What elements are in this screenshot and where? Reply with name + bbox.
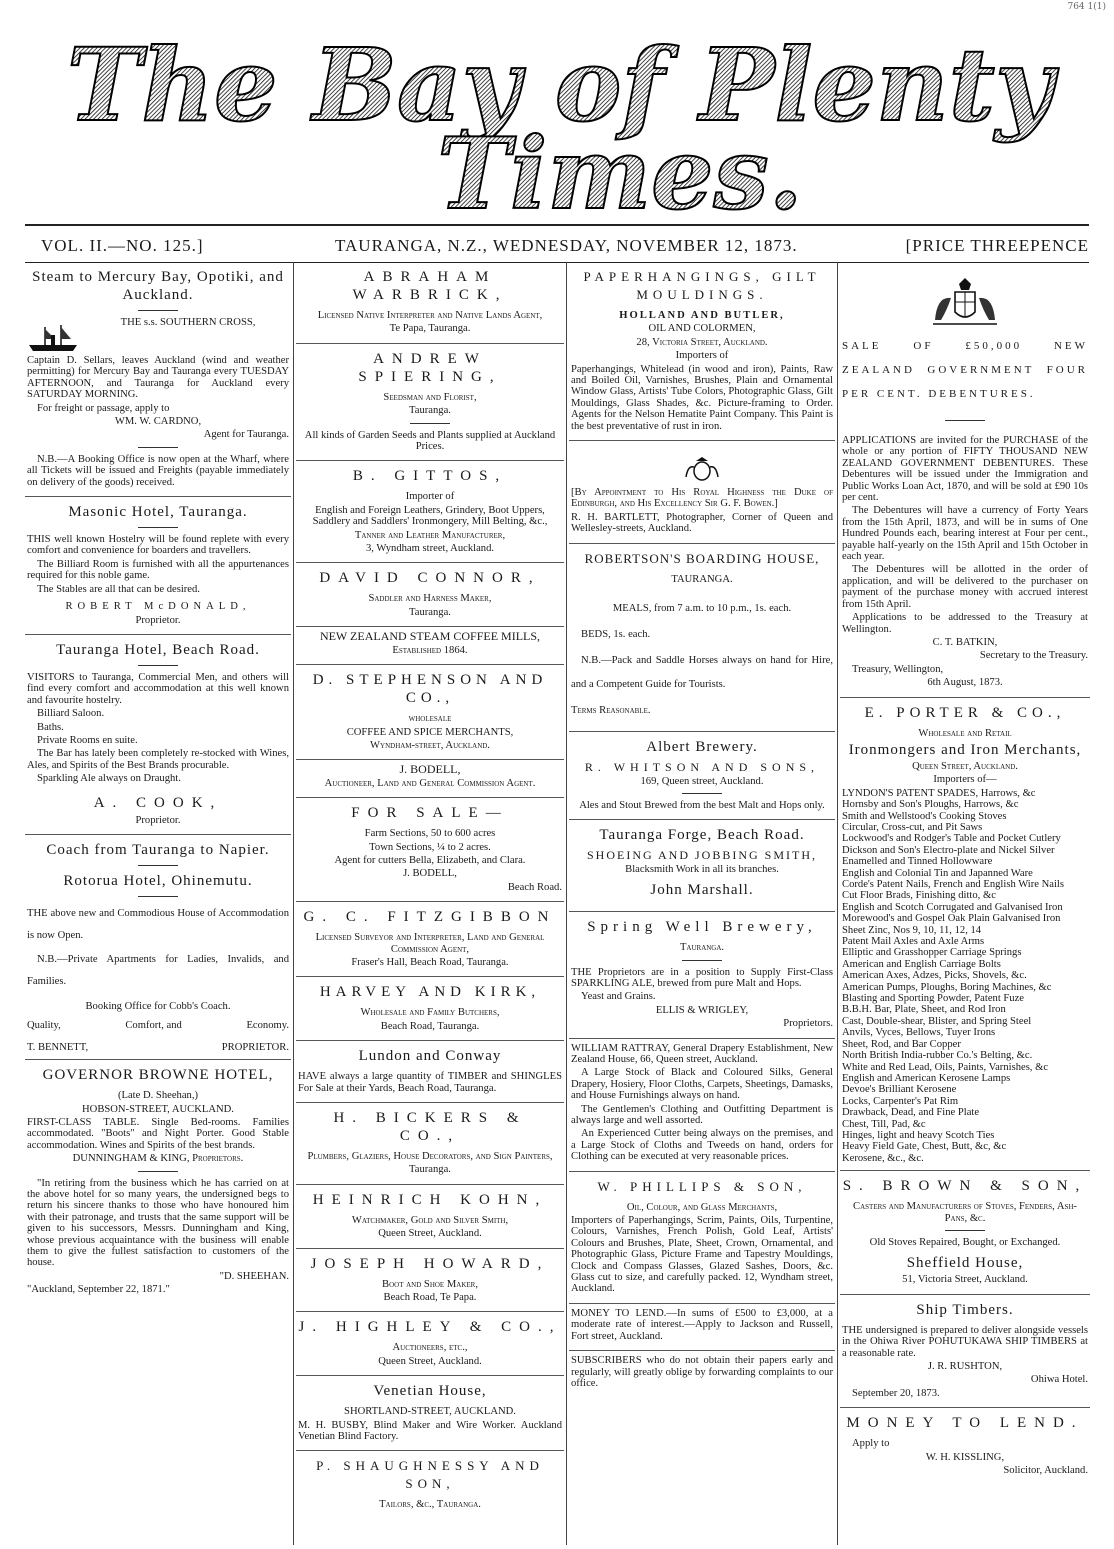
porter-item: English and Scotch Corrugated and Galvanised Iron xyxy=(842,901,1063,913)
column-1 xyxy=(25,262,291,1545)
ad-shaughnessy xyxy=(296,1451,564,1518)
ad-body: An Experienced Cutter being always on the premises, and a Large Stock of Cloths and Tweeds on hand, orders for Clothing can be executed at very reasonable prices. xyxy=(571,1128,833,1163)
porter-item: Corde's Patent Nails, French and English Wire Nails xyxy=(842,879,1064,890)
ad-for-sale xyxy=(296,798,564,902)
ad-coffee-mills xyxy=(296,627,564,665)
ad-line: Licensed Native Interpreter and Native Lands Agent, xyxy=(317,310,543,321)
ship-name: THE s.s. SOUTHERN CROSS, xyxy=(120,317,256,328)
proprietor-name: A. COOK, xyxy=(93,794,223,811)
ad-ship-timbers xyxy=(840,1295,1090,1408)
ad-warbrick xyxy=(296,262,564,344)
ad-body: R. H. BARTLETT, Photographer, Corner of Queen and Wellesley-streets, Auckland. xyxy=(571,511,833,535)
ad-line: MEALS, from 7 a.m. to 10 p.m., 1s. each. xyxy=(612,603,792,615)
ad-line: Plumbers, Glaziers, House Decorators, and Sign Painters, xyxy=(307,1151,553,1162)
ad-line: Tauranga. xyxy=(409,405,451,417)
porter-item: Sheet, Rod, and Bar Copper xyxy=(842,1038,961,1050)
ad-paperhangings xyxy=(569,262,835,441)
ad-line: Baths. xyxy=(37,721,64,733)
ad-subheading: Sheffield House, xyxy=(906,1255,1024,1272)
ad-heading: ABRAHAM WARBRICK, xyxy=(352,269,508,303)
ad-line: Tauranga. xyxy=(679,942,725,954)
ad-heading: GOVERNOR BROWNE HOTEL, xyxy=(42,1067,274,1084)
column-3 xyxy=(569,262,835,1545)
proprietor-name: ROBERT McDONALD, xyxy=(65,601,251,613)
ad-line: Saddler and Harness Maker, xyxy=(368,593,492,605)
ad-line: N.B.—Pack and Saddle Horses always on hand for Hire, and a Competent Guide for Tourists. xyxy=(571,655,833,691)
porter-item: Sheet Zinc, Nos 9, 10, 11, 12, 14 xyxy=(842,924,982,936)
ad-body: A Large Stock of Black and Coloured Silks, General Drapery, Hosiery, Floor Cloths, Carpets, Sheetings, Damasks, and House Furnishings always on hand. xyxy=(571,1067,833,1102)
masthead-line2: Times. xyxy=(437,117,803,222)
volume-number: VOL. II.—NO. 125.] xyxy=(41,236,204,255)
ad-stephenson xyxy=(296,665,564,760)
top-rule xyxy=(25,224,1089,226)
ad-line: wholesale xyxy=(408,713,452,725)
ad-heading: Albert Brewery. xyxy=(646,739,758,756)
appointment-note: [By Appointment to His Royal Highness the Duke of Edinburgh, and His Excellency Sir G. F. Bowen.] xyxy=(571,487,833,510)
ad-signature: "D. SHEEHAN. xyxy=(219,1270,289,1282)
porter-item: Heavy Field Gate, Chest, Butt, &c, &c xyxy=(842,1141,1007,1153)
ad-line: R. WHITSON AND SONS, xyxy=(584,760,820,775)
price: [PRICE THREEPENCE xyxy=(905,236,1089,255)
ad-body: Booking Office for Cobb's Coach. xyxy=(85,1000,231,1012)
ad-line: Yeast and Grains. xyxy=(581,991,656,1003)
ad-heading: Lundon and Conway xyxy=(358,1048,502,1065)
ad-heading: W. PHILLIPS & SON, xyxy=(597,1178,807,1194)
ad-heading: J. HIGHLEY & CO., xyxy=(298,1319,562,1336)
ad-phillips xyxy=(569,1172,835,1304)
ad-body: The Gentlemen's Clothing and Outfitting Department is always large and well assorted. xyxy=(571,1103,833,1126)
divider xyxy=(138,310,178,311)
corner-note: 764 1(1) xyxy=(1067,2,1106,12)
ad-line: Seedsman and Florist, xyxy=(383,391,477,403)
ad-body: The Debentures will have a currency of Forty Years from the 15th April, 1873, and will be in sums of One Hundred Pounds each, bearing interest at Four per cent., payable half-yearly on the 15th April and 15th October in each year. xyxy=(842,505,1088,563)
ad-line: Importer of xyxy=(405,491,455,503)
ad-heading: Tauranga Forge, Beach Road. xyxy=(599,827,805,844)
ad-heading: B. GITTOS, xyxy=(352,468,508,485)
ad-spring-well xyxy=(569,912,835,1038)
ad-line: SHORTLAND-STREET, AUCKLAND. xyxy=(344,1406,516,1418)
ad-body: THE Proprietors are in a position to Supply First-Class SPARKLING ALE, brewed from pure Malt and Hops. xyxy=(571,966,833,989)
ad-line: Te Papa, Tauranga. xyxy=(389,323,471,335)
ad-heading: SALE OF £50,000 NEW ZEALAND GOVERNMENT FOUR PER CENT. DEBENTURES. xyxy=(842,340,1088,400)
ad-subheading: Rotorua Hotel, Ohinemutu. xyxy=(63,872,253,889)
porter-item: Hornsby and Son's Ploughs, Harrows, &c xyxy=(842,799,1019,811)
ad-name: W. H. KISSLING, xyxy=(925,1451,1005,1463)
divider xyxy=(682,960,722,961)
ad-harvey-kirk xyxy=(296,977,564,1041)
ad-heading: D. STEPHENSON AND CO., xyxy=(312,672,548,707)
ad-line: Established 1864. xyxy=(392,644,468,656)
porter-item: Patent Mail Axles and Axle Arms xyxy=(842,936,985,948)
porter-item: Elliptic and Grasshopper Carriage Springs xyxy=(842,947,1022,959)
porter-item: White and Red Lead, Oils, Paints, Varnishes, &c xyxy=(842,1061,1049,1073)
ad-line: Town Sections, ¼ to 2 acres. xyxy=(369,841,491,853)
ad-body: HAVE always a large quantity of TIMBER and SHINGLES For Sale at their Yards, Beach Road, Tauranga. xyxy=(298,1071,562,1094)
porter-item: American Pumps, Ploughs, Boring Machines, &c xyxy=(842,981,1052,993)
porter-item: Morewood's and Gospel Oak Plain Galvanised Iron xyxy=(842,913,1061,925)
ad-note: N.B.—A Booking Office is now open at the Wharf, where all Tickets will be issued and Freights (payable immediately on delivery of the goods) received. xyxy=(27,453,289,488)
ad-line: Auctioneers, etc., xyxy=(392,1342,468,1354)
ad-title: Secretary to the Treasury. xyxy=(979,650,1088,662)
ad-line: Wholesale and Family Butchers, xyxy=(360,1007,500,1019)
ad-line: Blacksmith Work in all its branches. xyxy=(625,863,779,875)
agent-name: WM. W. CARDNO, xyxy=(114,416,202,428)
ad-text: For freight or passage, apply to xyxy=(37,402,170,414)
ad-line: Beach Road, Tauranga. xyxy=(380,1020,480,1032)
agent-title: Agent for Tauranga. xyxy=(203,429,289,441)
firm-name: HOLLAND AND BUTLER, xyxy=(619,310,785,321)
ad-name: J. BODELL, xyxy=(403,868,457,880)
ad-heading: MONEY TO LEND. xyxy=(846,1415,1084,1432)
porter-item: American Axes, Adzes, Picks, Shovels, &c. xyxy=(842,970,1027,982)
ad-subheading: (Late D. Sheehan,) xyxy=(117,1090,198,1102)
ad-line: Watchmaker, Gold and Silver Smith, xyxy=(351,1214,509,1226)
divider xyxy=(138,665,178,666)
ad-body: All kinds of Garden Seeds and Plants supplied at Auckland Prices. xyxy=(304,429,556,453)
divider xyxy=(138,527,178,528)
ad-heading: Steam to Mercury Bay, Opotiki, and Auckland. xyxy=(32,269,284,303)
ad-line: Casters and Manufacturers of Stoves, Fenders, Ash-Pans, &c. xyxy=(853,1201,1077,1224)
divider xyxy=(138,447,178,448)
ad-brown xyxy=(840,1171,1090,1295)
porter-item: English and Colonial Tin and Japanned Ware xyxy=(842,867,1033,879)
ad-name: C. T. BATKIN, xyxy=(932,636,998,648)
ad-highley xyxy=(296,1312,564,1376)
ad-quote: "In retiring from the business which he has carried on at the above hotel for so many years, the undersigned begs to return his sincere thanks to those who have honoured him with their patronage, and trusts that the same support will be given to his successors, Messrs. Dunningham and King, whose previous acquaintance with the business will enable them to give the fullest satisfaction to customers of the house. xyxy=(27,1177,289,1269)
porter-item: Locks, Carpenter's Pat Rim xyxy=(842,1095,959,1107)
ad-line: Agent for cutters Bella, Elizabeth, and Clara. xyxy=(334,854,526,866)
ad-line: 3, Wyndham street, Auckland. xyxy=(365,543,495,555)
ad-name: ELLIS & WRIGLEY, xyxy=(655,1004,749,1016)
ad-heading: PAPERHANGINGS, GILT MOULDINGS. xyxy=(583,269,821,302)
ad-tauranga-hotel xyxy=(25,635,291,835)
ad-body: M. H. BUSBY, Blind Maker and Wire Worker. Auckland Venetian Blind Factory. xyxy=(298,1419,562,1443)
ad-body: Captain D. Sellars, leaves Auckland (wind and weather permitting) for Mercury Bay and Tauranga every TUESDAY AFTERNOON, and Tauranga for Auckland every SATURDAY MORNING. xyxy=(27,355,289,401)
porter-item: Chest, Till, Pad, &c xyxy=(842,1118,926,1130)
ad-body: MONEY TO LEND.—In sums of £500 to £3,000, at a moderate rate of interest.—Apply to Jackson and Russell, Fort street, Auckland. xyxy=(571,1307,833,1342)
ad-body: Importers of Paperhangings, Scrim, Paints, Oils, Turpentine, Colours, Varnishes, French Polish, Gold Leaf, Artists' Colours and Brushes, Plate, Sheet, Crown, Ornamental, and Photographic Glass, Picture Frame and Tapestry Mouldings, Clock and Compass Glasses, Glazed Sashes, Doors, &c. Glass cut to size, and carefully packed. 12, Wyndham street, Auckland. xyxy=(571,1215,833,1295)
ad-bickers xyxy=(296,1103,564,1185)
ad-line: COFFEE AND SPICE MERCHANTS, xyxy=(346,726,514,738)
ad-heading: Tauranga Hotel, Beach Road. xyxy=(56,641,260,658)
ad-body: Ales and Stout Brewed from the best Malt and Hops only. xyxy=(579,799,825,811)
ad-heading: E. PORTER & CO., xyxy=(864,704,1066,721)
ad-heading: Coach from Tauranga to Napier. xyxy=(46,841,270,858)
ad-money-jackson xyxy=(569,1304,835,1351)
ad-line: Importers of— xyxy=(933,774,997,786)
ad-body: Applications to be addressed to the Treasury at Wellington. xyxy=(842,612,1088,635)
porter-item: Circular, Cross-cut, and Pit Saws xyxy=(842,821,983,833)
ad-line: Licensed Surveyor and Interpreter, Land and General Commission Agent, xyxy=(315,932,545,955)
ad-masonic-hotel xyxy=(25,497,291,635)
ad-venetian xyxy=(296,1376,564,1451)
divider xyxy=(138,1171,178,1172)
ad-coach xyxy=(25,835,291,1060)
ad-line: Billiard Saloon. xyxy=(37,708,105,720)
porter-item: Blasting and Sporting Powder, Patent Fuze xyxy=(842,993,1025,1005)
divider xyxy=(945,420,985,421)
ad-government-debentures xyxy=(840,262,1090,698)
porter-items-list xyxy=(842,788,1088,1164)
ad-body: FIRST-CLASS TABLE. Single Bed-rooms. Families accommodated. "Boots" and Night Porter. Good Stable accommodation. Wines and Spirits of the best brands. xyxy=(27,1117,289,1151)
ad-motto xyxy=(27,1020,289,1031)
porter-item: Devoe's Brilliant Kerosene xyxy=(842,1084,957,1096)
porter-item: Cast, Double-shear, Blister, and Spring Steel xyxy=(842,1015,1032,1027)
porter-item: Hinges, light and heavy Scotch Ties xyxy=(842,1129,995,1141)
divider xyxy=(410,423,450,424)
ad-heading: ROBERTSON'S BOARDING HOUSE, xyxy=(584,550,820,566)
ad-body: THE undersigned is prepared to deliver alongside vessels in the Ohiwa River POHUTUKAWA SHIP TIMBERS at a reasonable rate. xyxy=(842,1324,1088,1359)
ad-body: THE above new and Commodious House of Accommodation is now Open. xyxy=(27,907,289,941)
dateline xyxy=(25,236,1089,262)
ad-heading: Ship Timbers. xyxy=(916,1301,1014,1318)
ad-line: Treasury, Wellington, xyxy=(852,663,944,675)
ad-line: Apply to xyxy=(852,1438,890,1450)
ad-title: Proprietors. xyxy=(783,1018,833,1030)
ad-owners: DUNNINGHAM & KING, Proprietors. xyxy=(72,1153,244,1165)
ad-spiering xyxy=(296,344,564,462)
ad-line: TAURANGA. xyxy=(671,573,733,585)
ad-body: SUBSCRIBERS who do not obtain their papers early and regularly, will greatly oblige by forwarding complaints to our office. xyxy=(571,1355,833,1389)
ad-line: Tanner and Leather Manufacturer, xyxy=(354,529,506,541)
ad-line: Beach Road, Te Papa. xyxy=(383,1292,477,1304)
ad-heading: ANDREW SPIERING, xyxy=(358,350,502,385)
ad-tauranga-forge xyxy=(569,820,835,912)
proprietor-title: Proprietor. xyxy=(135,814,181,826)
column-2 xyxy=(296,262,564,1545)
column-rule xyxy=(293,262,294,1545)
proprietor-name: T. BENNETT, xyxy=(27,1041,89,1053)
ad-body: N.B.—Private Apartments for Ladies, Invalids, and Families. xyxy=(27,953,289,987)
ad-heading: NEW ZEALAND STEAM COFFEE MILLS, xyxy=(319,629,541,644)
porter-item: Enamelled and Tinned Hollowware xyxy=(842,856,993,868)
porter-item: LYNDON'S PATENT SPADES, Harrows, &c xyxy=(842,787,1036,799)
ad-street: HOBSON-STREET, AUCKLAND. xyxy=(82,1103,234,1115)
ad-line: OIL AND COLORMEN, xyxy=(648,323,756,335)
porter-item: Anvils, Vyces, Bellows, Tuyer Irons xyxy=(842,1027,996,1039)
ad-heading: P. SHAUGHNESSY AND SON, xyxy=(316,1458,544,1492)
ad-line: Tailors, &c., Tauranga. xyxy=(379,1499,481,1511)
ad-line: Tauranga. xyxy=(409,1164,451,1176)
ad-porter xyxy=(840,698,1090,1172)
ad-body: The Debentures will be allotted in the order of application, and will be delivered to the purchaser on payment of the purchase money with accrued interest from 15th April. xyxy=(842,564,1088,610)
porter-item: B.B.H. Bar, Plate, Sheet, and Rod Iron xyxy=(842,1004,1006,1016)
ad-line: Fraser's Hall, Beach Road, Tauranga. xyxy=(351,956,509,968)
masthead-line1: The Bay of Plenty xyxy=(66,26,1054,144)
ad-body: Paperhangings, Whitelead (in wood and iron), Paints, Raw and Boiled Oil, Varnishes, Brushes, Plain and Ornamental Window Glass, Artists' Tube Colors, Photographic Glass, Gilt Mouldings, Glass Shades, &c. Picture-framing to Order. Agents for the Nelson Hematite Paint Company. This Paint is the best preventative of rust in iron. xyxy=(571,363,833,432)
motto-word: Economy. xyxy=(246,1020,289,1032)
ad-line: Wyndham-street, Auckland. xyxy=(370,739,490,751)
ad-governor-browne xyxy=(25,1060,291,1304)
ad-line: Queen Street, Auckland. xyxy=(378,1355,482,1367)
porter-item: Cut Floor Brads, Finishing ditto, &c xyxy=(842,890,996,902)
ad-heading: Venetian House, xyxy=(373,1383,487,1400)
ad-subheading: Ironmongers and Iron Merchants, xyxy=(848,741,1082,758)
ad-line: Auctioneer, Land and General Commission Agent. xyxy=(324,777,536,789)
ad-heading: J. BODELL, xyxy=(399,762,461,777)
ad-albert-brewery xyxy=(569,732,835,820)
porter-item: Kerosene, &c., &c. xyxy=(842,1152,924,1164)
ad-line: Terms Reasonable. xyxy=(571,705,651,717)
ad-heading: WILLIAM RATTRAY, General Drapery Establishment, New Zealand House, 66, Queen street, Auckland. xyxy=(571,1042,833,1065)
ad-body: The Stables are all that can be desired. xyxy=(37,583,200,595)
proprietor-title: PROPRIETOR. xyxy=(221,1041,289,1053)
ad-kissling xyxy=(840,1408,1090,1484)
ad-line: Old Stoves Repaired, Bought, or Exchanged. xyxy=(869,1236,1061,1248)
ad-name: John Marshall. xyxy=(650,882,754,899)
divider xyxy=(682,793,722,794)
ad-body: APPLICATIONS are invited for the PURCHASE of the whole or any portion of FIFTY THOUSAND NEW ZEALAND GOVERNMENT DEBENTURES. These Debentures will be issued under the Immigration and Public Works Loan Act, 1870, and will be sold at £90 10s per cent. xyxy=(842,435,1088,504)
royal-crest-icon xyxy=(682,455,722,483)
ad-line: Queen Street, Auckland. xyxy=(912,760,1018,772)
ad-line: 28, Victoria Street, Auckland. xyxy=(636,336,768,348)
motto-word: Comfort, and xyxy=(125,1020,182,1032)
ad-heading: JOSEPH HOWARD, xyxy=(310,1255,550,1272)
ad-heading: HARVEY AND KIRK, xyxy=(319,984,541,1001)
ad-steam xyxy=(25,262,291,497)
ad-heading: Spring Well Brewery, xyxy=(587,919,817,936)
divider xyxy=(945,1230,985,1231)
ad-line: 51, Victoria Street, Auckland. xyxy=(902,1274,1028,1286)
ad-line: SHOEING AND JOBBING SMITH, xyxy=(586,848,817,863)
porter-item: North British India-rubber Co.'s Belting, &c. xyxy=(842,1050,1033,1062)
motto-word: Quality, xyxy=(27,1020,61,1032)
ad-line: Oil, Colour, and Glass Merchants, xyxy=(626,1201,778,1213)
ad-heading: S. BROWN & SON, xyxy=(842,1178,1088,1195)
ad-signature xyxy=(27,1042,289,1053)
ad-body: The Bar has lately been completely re-stocked with Wines, Ales, and Spirits of the Best Brands procurable. xyxy=(27,748,289,771)
ad-heading: G. C. FITZGIBBON xyxy=(303,909,557,926)
ad-date: "Auckland, September 22, 1871." xyxy=(27,1284,170,1296)
ad-body: English and Foreign Leathers, Grindery, Boot Uppers, Saddlery and Saddlers' Ironmongery, Mill Belting, &c., xyxy=(312,504,548,528)
proprietor-title: Proprietor. xyxy=(135,614,181,626)
ad-place: Beach Road. xyxy=(507,881,562,893)
ad-subscribers xyxy=(569,1351,835,1397)
ad-lundon-conway xyxy=(296,1041,564,1103)
ad-line: Private Rooms en suite. xyxy=(37,734,138,746)
ad-kohn xyxy=(296,1185,564,1249)
ad-rattray xyxy=(569,1039,835,1172)
place-date: TAURANGA, N.Z., WEDNESDAY, NOVEMBER 12, 1873. xyxy=(335,236,798,255)
divider xyxy=(138,896,178,897)
column-rule xyxy=(566,262,567,1545)
ad-bartlett xyxy=(569,441,835,544)
ad-heading: DAVID CONNOR, xyxy=(319,570,541,587)
divider xyxy=(138,865,178,866)
porter-item: Dickson and Son's Electro-plate and Nickel Silver xyxy=(842,844,1055,856)
ad-line: Queen Street, Auckland. xyxy=(378,1228,482,1240)
ad-place: Ohiwa Hotel. xyxy=(1030,1374,1088,1386)
ad-body: VISITORS to Tauranga, Commercial Men, and others will find every comfort and accommodation at this well known and favourite hostelry. xyxy=(27,671,289,706)
ad-line: Farm Sections, 50 to 600 acres xyxy=(364,828,496,840)
porter-item: American and English Carriage Bolts xyxy=(842,958,1001,970)
ad-name: J. R. RUSHTON, xyxy=(927,1361,1003,1372)
ad-date: September 20, 1873. xyxy=(852,1387,940,1399)
ad-line: Importers of xyxy=(675,350,729,362)
column-4 xyxy=(840,262,1090,1545)
ad-line: 169, Queen street, Auckland. xyxy=(640,775,764,787)
masthead xyxy=(0,0,1114,222)
ad-heading: Masonic Hotel, Tauranga. xyxy=(68,504,248,521)
ad-line: Wholesale and Retail xyxy=(918,727,1012,739)
porter-item: English and American Kerosene Lamps xyxy=(842,1072,1011,1084)
ad-gittos xyxy=(296,461,564,563)
ad-robertson xyxy=(569,544,835,732)
ad-line: Boot and Shoe Maker, xyxy=(382,1278,478,1290)
porter-item: Drawback, Dead, and Fine Plate xyxy=(842,1107,980,1119)
ad-line: BEDS, 1s. each. xyxy=(581,629,651,641)
ad-body: The Billiard Room is furnished with all the appurtenances required for this noble game. xyxy=(27,558,289,582)
masthead-title-art xyxy=(0,0,1114,222)
ad-howard xyxy=(296,1249,564,1313)
porter-item: Smith and Wellstood's Cooking Stoves xyxy=(842,810,1007,822)
ad-fitzgibbon xyxy=(296,902,564,977)
royal-coat-of-arms-icon xyxy=(925,276,1005,330)
ad-line: 6th August, 1873. xyxy=(927,677,1003,689)
ad-title: Solicitor, Auckland. xyxy=(1003,1465,1088,1477)
ad-heading: FOR SALE— xyxy=(351,805,509,822)
ad-body: THIS well known Hostelry will be found replete with every comfort and convenience for boarders and travellers. xyxy=(27,534,289,557)
ad-connor xyxy=(296,563,564,627)
ad-bodell xyxy=(296,760,564,798)
ad-body: Sparkling Ale always on Draught. xyxy=(37,773,181,785)
ad-heading: HEINRICH KOHN, xyxy=(312,1191,548,1208)
porter-item: Lockwood's and Rodger's Table and Pocket Cutlery xyxy=(842,833,1061,845)
ad-line: Tauranga. xyxy=(409,606,451,618)
spacer xyxy=(571,587,833,597)
steamship-icon xyxy=(27,323,81,353)
ad-heading: H. BICKERS & CO., xyxy=(333,1110,527,1144)
column-rule xyxy=(837,262,838,1545)
